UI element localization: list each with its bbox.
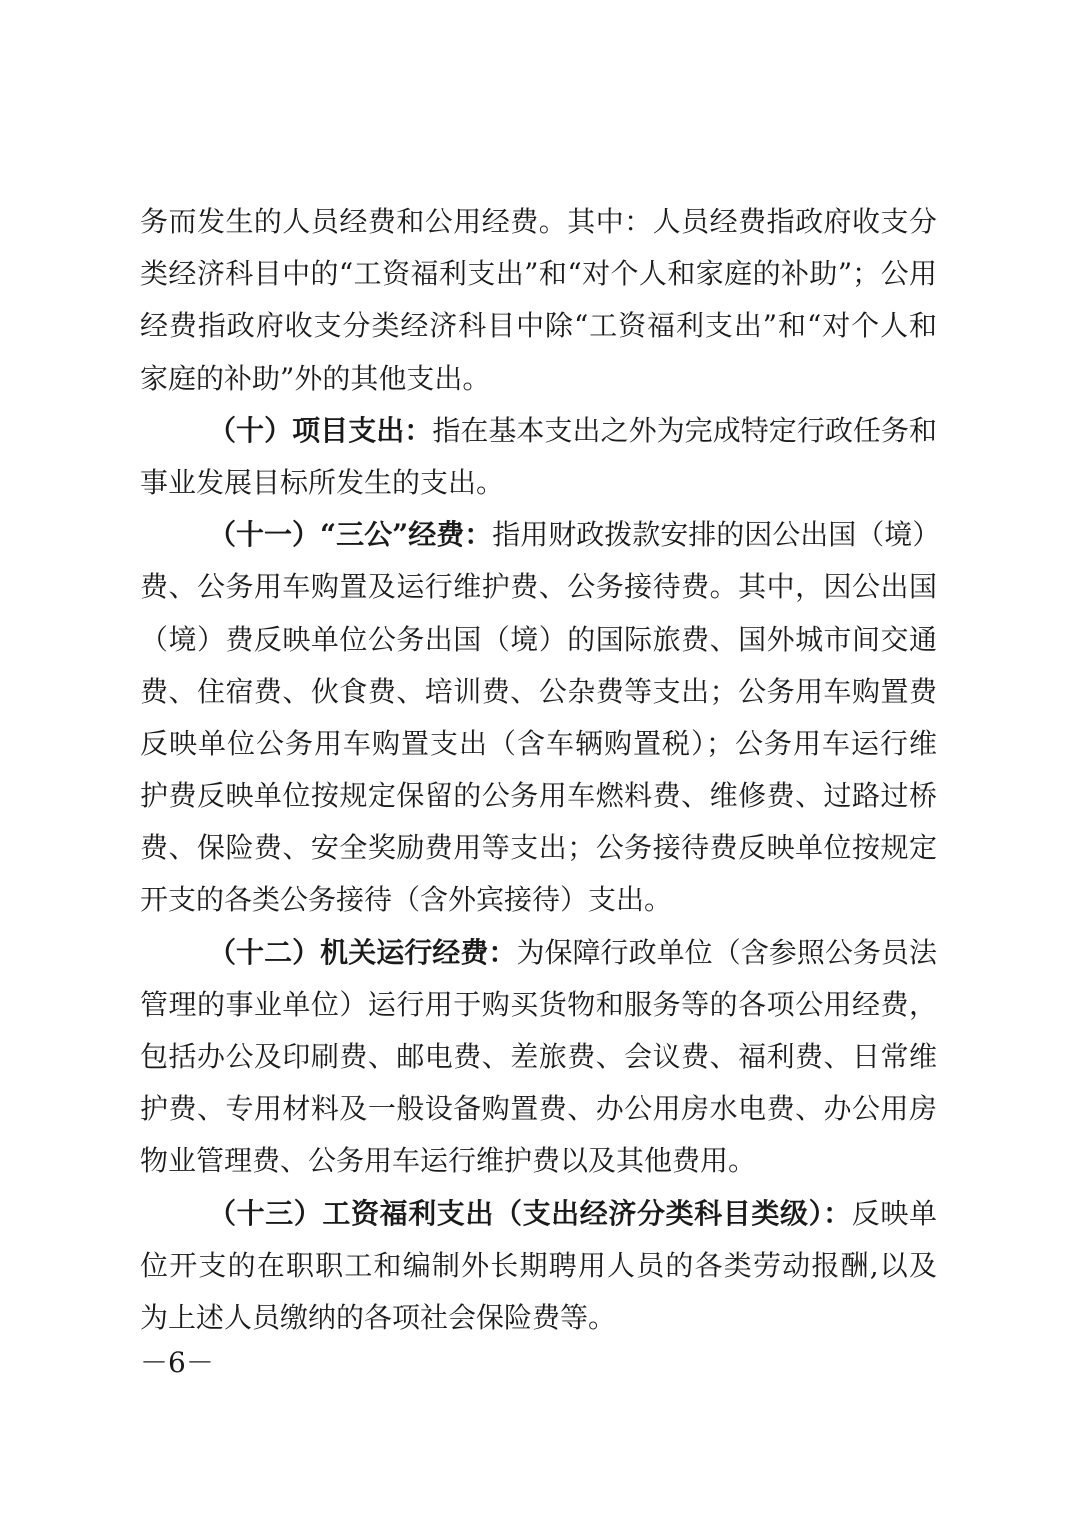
section-heading: （十一）“三公”经费：: [208, 518, 493, 552]
text-line: [140, 405, 937, 457]
paragraph-personnel-public-expenses: [140, 196, 937, 405]
paragraph-agency-operating-expenses: [140, 927, 937, 1188]
text-line: [140, 1188, 937, 1240]
text-line: 包括办公及印刷费、邮电费、差旅费、会议费、福利费、日常维: [140, 1040, 937, 1073]
text-line: 反映单位公务用车购置支出（含车辆购置税）；公务用车运行维: [140, 726, 937, 760]
text-line: 类经济科目中的“工资福利支出”和“对个人和家庭的补助”；公用: [140, 257, 937, 291]
paragraph-wage-welfare-expenditure: [140, 1188, 937, 1345]
text-line: 物业管理费、公务用车运行维护费以及其他费用。: [140, 1144, 757, 1178]
text-line: 护费、专用材料及一般设备购置费、办公用房水电费、办公用房: [140, 1092, 937, 1126]
text-span: 反映单: [851, 1196, 937, 1230]
text-line: [140, 509, 941, 561]
text-line: 管理的事业单位）运行用于购买货物和服务等的各项公用经费，: [140, 987, 937, 1021]
text-line: 费、住宿费、伙食费、培训费、公杂费等支出；公务用车购置费: [140, 674, 937, 708]
text-span: 为保障行政单位（含参照公务员法: [516, 935, 937, 969]
text-line: 费、公务用车购置及运行维护费、公务接待费。其中，因公出国: [140, 570, 937, 604]
section-heading: （十二）机关运行经费：: [208, 935, 517, 969]
text-line: 护费反映单位按规定保留的公务用车燃料费、维修费、过路过桥: [140, 779, 937, 813]
paragraph-project-expenditure: [140, 405, 937, 509]
section-heading: （十三）工资福利支出（支出经济分类科目类级）：: [208, 1196, 852, 1230]
page-number: －6－: [140, 1346, 214, 1379]
section-heading: （十）项目支出：: [208, 413, 433, 447]
text-line: 务而发生的人员经费和公用经费。其中：人员经费指政府收支分: [140, 205, 937, 238]
text-line: 开支的各类公务接待（含外宾接待）支出。: [140, 883, 673, 917]
text-line: 位开支的在职职工和编制外长期聘用人员的各类劳动报酬,以及: [140, 1248, 937, 1282]
paragraph-three-public-expenses: [140, 509, 941, 927]
text-span: 指用财政拨款安排的因公出国（境）: [492, 518, 941, 552]
text-line: 事业发展目标所发生的支出。: [140, 465, 505, 499]
text-line: 经费指政府收支分类经济科目中除“工资福利支出”和“对个人和: [140, 309, 937, 343]
text-line: 费、保险费、安全奖励费用等支出；公务接待费反映单位按规定: [140, 831, 937, 865]
text-span: 指在基本支出之外为完成特定行政任务和: [432, 413, 937, 447]
text-line: （境）费反映单位公务出国（境）的国际旅费、国外城市间交通: [140, 622, 937, 656]
text-line: 家庭的补助”外的其他支出。: [140, 361, 491, 395]
text-line: 为上述人员缴纳的各项社会保险费等。: [140, 1300, 617, 1334]
text-line: [140, 927, 937, 979]
document-body: [140, 196, 941, 1344]
